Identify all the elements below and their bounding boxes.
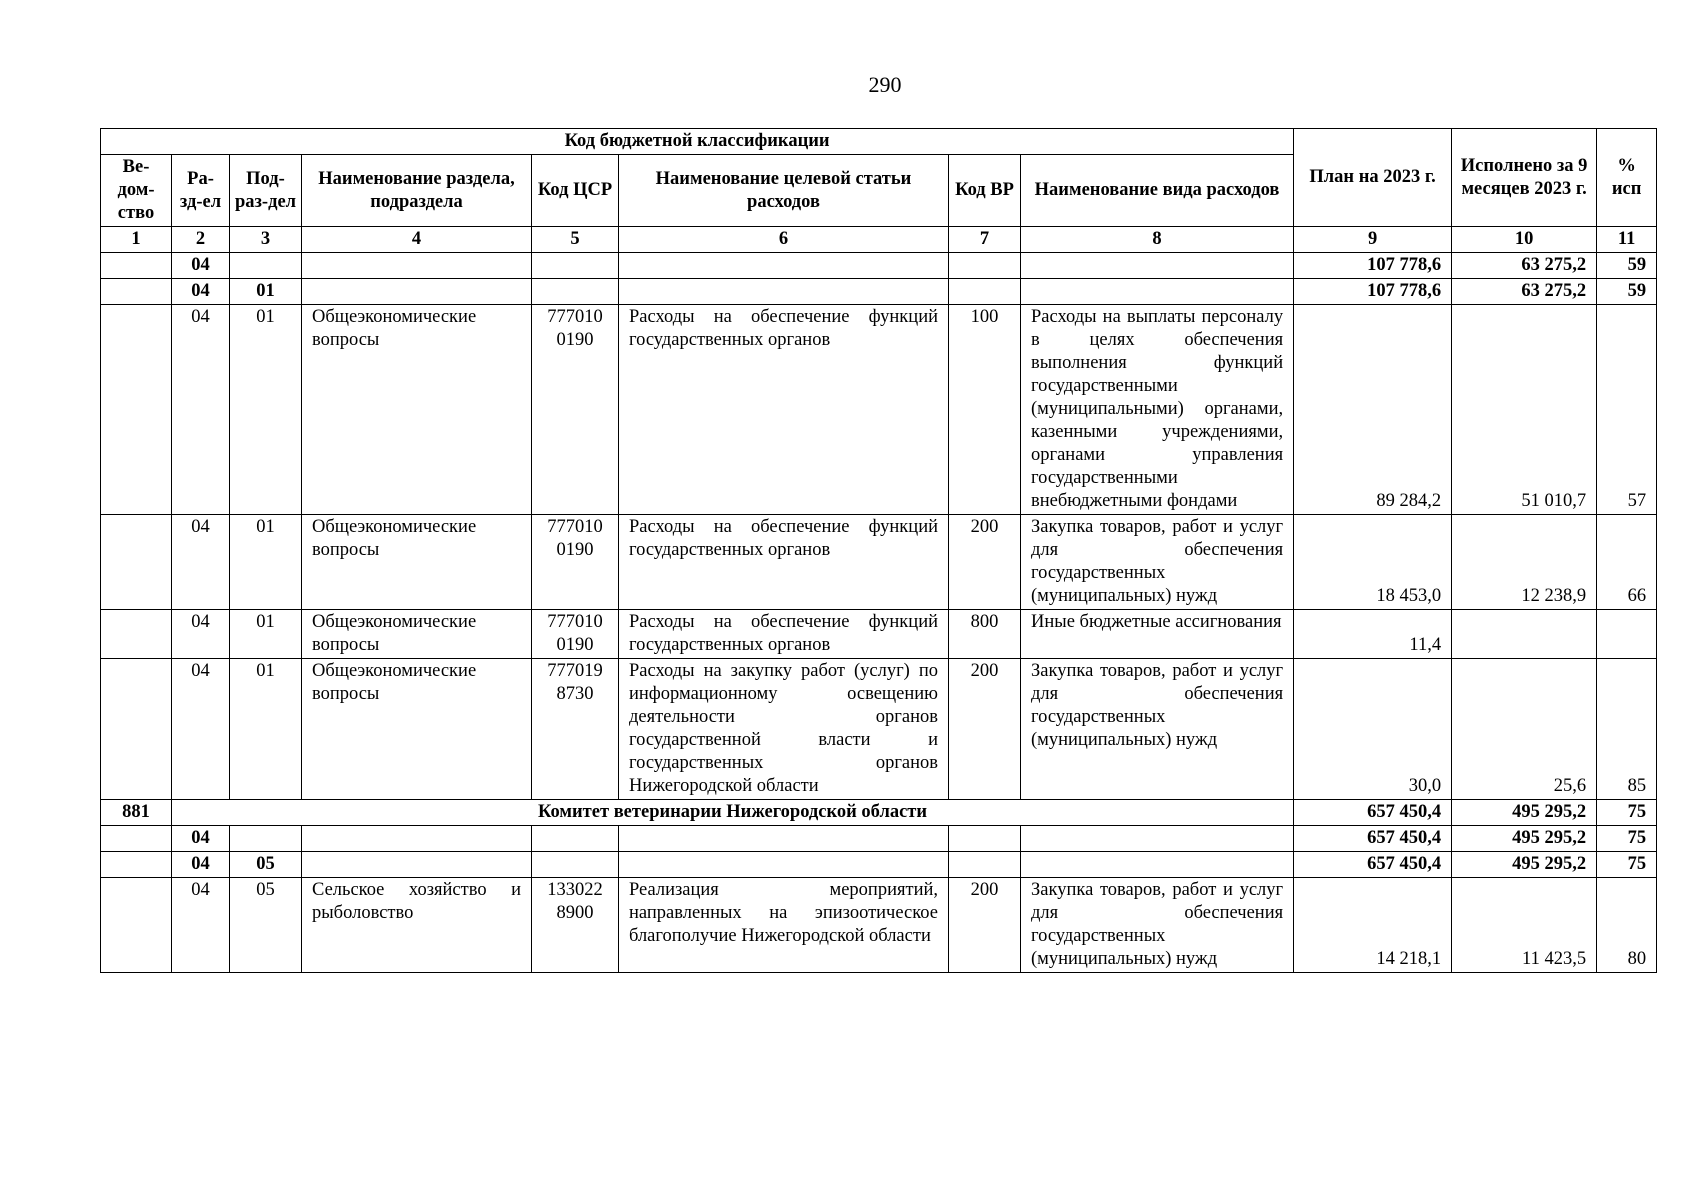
cell-podrazdel bbox=[230, 826, 302, 852]
cell-razdel-name: Сельское хозяйство и рыболовство bbox=[302, 878, 532, 973]
cell-done bbox=[1452, 610, 1597, 659]
cell-plan: 89 284,2 bbox=[1294, 305, 1452, 515]
table-row bbox=[101, 279, 1657, 305]
col-num-8: 8 bbox=[1021, 227, 1294, 253]
cell-done: 495 295,2 bbox=[1452, 852, 1597, 878]
cell-csr-name: Расходы на обеспечение функций государственных органов bbox=[619, 305, 949, 515]
table-row bbox=[101, 515, 1657, 610]
cell-podrazdel: 01 bbox=[230, 305, 302, 515]
cell-csr bbox=[532, 279, 619, 305]
header-col-1: Ве-дом-ство bbox=[101, 155, 172, 227]
cell-vr-name bbox=[1021, 253, 1294, 279]
cell-razdel: 04 bbox=[172, 826, 230, 852]
cell-plan: 107 778,6 bbox=[1294, 253, 1452, 279]
cell-podrazdel: 01 bbox=[230, 279, 302, 305]
table-row bbox=[101, 826, 1657, 852]
cell-plan: 11,4 bbox=[1294, 610, 1452, 659]
cell-vedomstvo bbox=[101, 610, 172, 659]
cell-csr-name bbox=[619, 253, 949, 279]
cell-razdel-name bbox=[302, 253, 532, 279]
header-group-label: Код бюджетной классификации bbox=[101, 129, 1294, 155]
cell-plan: 30,0 bbox=[1294, 659, 1452, 800]
cell-done: 12 238,9 bbox=[1452, 515, 1597, 610]
cell-pct: 66 bbox=[1597, 515, 1657, 610]
cell-vedomstvo bbox=[101, 253, 172, 279]
agency-pct: 75 bbox=[1597, 800, 1657, 826]
cell-razdel-name bbox=[302, 826, 532, 852]
cell-csr: 777010 0190 bbox=[532, 305, 619, 515]
col-num-4: 4 bbox=[302, 227, 532, 253]
cell-vedomstvo bbox=[101, 659, 172, 800]
cell-vr: 200 bbox=[949, 878, 1021, 973]
cell-podrazdel: 05 bbox=[230, 852, 302, 878]
header-group-row bbox=[101, 129, 1657, 155]
cell-plan: 18 453,0 bbox=[1294, 515, 1452, 610]
cell-csr-name: Расходы на обеспечение функций государственных органов bbox=[619, 610, 949, 659]
cell-csr: 777010 0190 bbox=[532, 610, 619, 659]
cell-csr-name bbox=[619, 826, 949, 852]
cell-razdel: 04 bbox=[172, 253, 230, 279]
cell-vr-name bbox=[1021, 852, 1294, 878]
cell-csr: 777019 8730 bbox=[532, 659, 619, 800]
cell-done: 63 275,2 bbox=[1452, 279, 1597, 305]
cell-vedomstvo bbox=[101, 305, 172, 515]
header-col-6: Наименование целевой статьи расходов bbox=[619, 155, 949, 227]
column-number-row bbox=[101, 227, 1657, 253]
cell-razdel: 04 bbox=[172, 878, 230, 973]
table-row bbox=[101, 305, 1657, 515]
cell-razdel: 04 bbox=[172, 852, 230, 878]
cell-pct: 75 bbox=[1597, 826, 1657, 852]
cell-csr bbox=[532, 852, 619, 878]
cell-razdel: 04 bbox=[172, 279, 230, 305]
table-row bbox=[101, 878, 1657, 973]
col-num-6: 6 bbox=[619, 227, 949, 253]
table-body-section-1 bbox=[101, 253, 1657, 800]
header-col-9: План на 2023 г. bbox=[1294, 129, 1452, 227]
cell-vedomstvo bbox=[101, 515, 172, 610]
agency-plan: 657 450,4 bbox=[1294, 800, 1452, 826]
cell-razdel: 04 bbox=[172, 305, 230, 515]
cell-razdel-name: Общеэкономические вопросы bbox=[302, 610, 532, 659]
cell-pct: 59 bbox=[1597, 279, 1657, 305]
cell-vr-name: Расходы на выплаты персоналу в целях обеспечения выполнения функций государственными (муниципальными) органами, казенными учреждениями, органами управления государственными внебюджетными фондами bbox=[1021, 305, 1294, 515]
cell-podrazdel: 01 bbox=[230, 610, 302, 659]
header-col-8: Наименование вида расходов bbox=[1021, 155, 1294, 227]
cell-done: 495 295,2 bbox=[1452, 826, 1597, 852]
header-col-5: Код ЦСР bbox=[532, 155, 619, 227]
cell-csr: 777010 0190 bbox=[532, 515, 619, 610]
header-col-2: Ра-зд-ел bbox=[172, 155, 230, 227]
col-num-2: 2 bbox=[172, 227, 230, 253]
table-body-section-2 bbox=[101, 826, 1657, 973]
cell-podrazdel: 05 bbox=[230, 878, 302, 973]
cell-csr bbox=[532, 253, 619, 279]
cell-csr: 133022 8900 bbox=[532, 878, 619, 973]
cell-pct bbox=[1597, 610, 1657, 659]
cell-csr-name bbox=[619, 279, 949, 305]
cell-done: 63 275,2 bbox=[1452, 253, 1597, 279]
cell-razdel-name bbox=[302, 852, 532, 878]
cell-pct: 85 bbox=[1597, 659, 1657, 800]
table-body-agency bbox=[101, 800, 1657, 826]
table-row bbox=[101, 610, 1657, 659]
col-num-11: 11 bbox=[1597, 227, 1657, 253]
cell-vr bbox=[949, 279, 1021, 305]
cell-podrazdel bbox=[230, 253, 302, 279]
cell-csr-name: Реализация мероприятий, направленных на эпизоотическое благополучие Нижегородской области bbox=[619, 878, 949, 973]
page-number: 290 bbox=[868, 72, 902, 97]
cell-razdel: 04 bbox=[172, 610, 230, 659]
cell-done: 51 010,7 bbox=[1452, 305, 1597, 515]
table-row bbox=[101, 659, 1657, 800]
col-num-1: 1 bbox=[101, 227, 172, 253]
header-col-10: Исполнено за 9 месяцев 2023 г. bbox=[1452, 129, 1597, 227]
cell-razdel-name bbox=[302, 279, 532, 305]
col-num-9: 9 bbox=[1294, 227, 1452, 253]
header-col-4: Наименование раздела, подраздела bbox=[302, 155, 532, 227]
cell-vr bbox=[949, 852, 1021, 878]
table-row bbox=[101, 852, 1657, 878]
agency-done: 495 295,2 bbox=[1452, 800, 1597, 826]
cell-vedomstvo bbox=[101, 852, 172, 878]
cell-vr-name: Иные бюджетные ассигнования bbox=[1021, 610, 1294, 659]
cell-done: 25,6 bbox=[1452, 659, 1597, 800]
cell-vr-name: Закупка товаров, работ и услуг для обеспечения государственных (муниципальных) нужд bbox=[1021, 659, 1294, 800]
cell-razdel-name: Общеэкономические вопросы bbox=[302, 515, 532, 610]
cell-razdel: 04 bbox=[172, 515, 230, 610]
cell-razdel-name: Общеэкономические вопросы bbox=[302, 659, 532, 800]
cell-csr bbox=[532, 826, 619, 852]
cell-vr-name bbox=[1021, 279, 1294, 305]
header-col-7: Код ВР bbox=[949, 155, 1021, 227]
cell-csr-name: Расходы на закупку работ (услуг) по информационному освещению деятельности органов государственной власти и государственных органов Нижегородской области bbox=[619, 659, 949, 800]
cell-vr: 100 bbox=[949, 305, 1021, 515]
col-num-7: 7 bbox=[949, 227, 1021, 253]
agency-code: 881 bbox=[101, 800, 172, 826]
table-row bbox=[101, 253, 1657, 279]
cell-vr: 200 bbox=[949, 515, 1021, 610]
agency-row bbox=[101, 800, 1657, 826]
cell-podrazdel: 01 bbox=[230, 515, 302, 610]
cell-csr-name: Расходы на обеспечение функций государственных органов bbox=[619, 515, 949, 610]
cell-vr: 200 bbox=[949, 659, 1021, 800]
cell-vr-name: Закупка товаров, работ и услуг для обеспечения государственных (муниципальных) нужд bbox=[1021, 878, 1294, 973]
cell-csr-name bbox=[619, 852, 949, 878]
header-col-11: % исп bbox=[1597, 129, 1657, 227]
cell-plan: 107 778,6 bbox=[1294, 279, 1452, 305]
cell-vedomstvo bbox=[101, 878, 172, 973]
cell-pct: 57 bbox=[1597, 305, 1657, 515]
cell-vr bbox=[949, 826, 1021, 852]
agency-name: Комитет ветеринарии Нижегородской области bbox=[172, 800, 1294, 826]
cell-plan: 657 450,4 bbox=[1294, 852, 1452, 878]
cell-done: 11 423,5 bbox=[1452, 878, 1597, 973]
cell-vedomstvo bbox=[101, 279, 172, 305]
cell-pct: 80 bbox=[1597, 878, 1657, 973]
cell-razdel: 04 bbox=[172, 659, 230, 800]
cell-razdel-name: Общеэкономические вопросы bbox=[302, 305, 532, 515]
cell-pct: 59 bbox=[1597, 253, 1657, 279]
header-col-3: Под-раз-дел bbox=[230, 155, 302, 227]
cell-vr-name bbox=[1021, 826, 1294, 852]
budget-table bbox=[100, 128, 1657, 973]
cell-vr: 800 bbox=[949, 610, 1021, 659]
cell-pct: 75 bbox=[1597, 852, 1657, 878]
cell-vedomstvo bbox=[101, 826, 172, 852]
cell-plan: 14 218,1 bbox=[1294, 878, 1452, 973]
cell-vr-name: Закупка товаров, работ и услуг для обеспечения государственных (муниципальных) нужд bbox=[1021, 515, 1294, 610]
col-num-10: 10 bbox=[1452, 227, 1597, 253]
col-num-3: 3 bbox=[230, 227, 302, 253]
col-num-5: 5 bbox=[532, 227, 619, 253]
cell-vr bbox=[949, 253, 1021, 279]
cell-podrazdel: 01 bbox=[230, 659, 302, 800]
cell-plan: 657 450,4 bbox=[1294, 826, 1452, 852]
